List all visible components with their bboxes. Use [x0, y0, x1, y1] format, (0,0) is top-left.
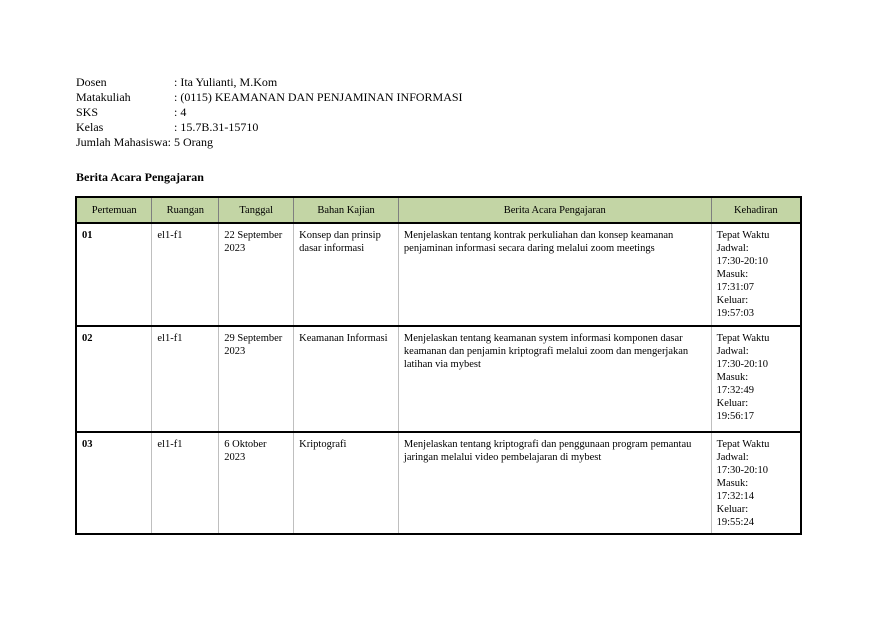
kehadiran-masuk-label: Masuk: [716, 269, 749, 280]
info-row-matakuliah [76, 90, 463, 105]
info-row-dosen [76, 75, 463, 90]
kehadiran-masuk: 17:31:07 [716, 282, 754, 293]
dosen-value: : Ita Yulianti, M.Kom [174, 75, 278, 89]
header-berita-acara: Berita Acara Pengajaran [398, 197, 711, 223]
header-kehadiran: Kehadiran [711, 197, 801, 223]
cell-tanggal: 6 Oktober 2023 [219, 432, 294, 534]
kehadiran-jadwal: 17:30-20:10 [716, 256, 768, 267]
matakuliah-value: : (0115) KEAMANAN DAN PENJAMINAN INFORMASI [174, 90, 463, 104]
section-title: Berita Acara Pengajaran [76, 170, 204, 184]
kehadiran-jadwal-label: Jadwal: [716, 346, 749, 357]
kehadiran-jadwal-label: Jadwal: [716, 452, 749, 463]
header-pertemuan: Pertemuan [76, 197, 152, 223]
teaching-report-table [75, 196, 802, 535]
cell-pertemuan: 03 [76, 432, 152, 534]
kehadiran-status: Tepat Waktu [716, 439, 770, 450]
kehadiran-jadwal-label: Jadwal: [716, 243, 749, 254]
cell-berita-acara: Menjelaskan tentang kontrak perkuliahan dan konsep keamanan penjaminan informasi secara daring melalui zoom meetings [398, 223, 711, 326]
course-info [76, 75, 463, 150]
dosen-label: Dosen [76, 75, 107, 89]
header-bahan-kajian: Bahan Kajian [294, 197, 399, 223]
table-row [76, 223, 801, 326]
info-row-kelas [76, 120, 463, 135]
info-row-sks [76, 105, 463, 120]
header-tanggal: Tanggal [219, 197, 294, 223]
kehadiran-keluar: 19:56:17 [716, 411, 754, 422]
kehadiran-status: Tepat Waktu [716, 333, 770, 344]
table-row [76, 326, 801, 432]
kehadiran-masuk-label: Masuk: [716, 478, 749, 489]
table-row [76, 432, 801, 534]
cell-pertemuan: 02 [76, 326, 152, 432]
kehadiran-status: Tepat Waktu [716, 230, 770, 241]
kehadiran-jadwal: 17:30-20:10 [716, 359, 768, 370]
cell-kehadiran [711, 326, 801, 432]
kehadiran-masuk: 17:32:49 [716, 385, 754, 396]
header-ruangan: Ruangan [152, 197, 219, 223]
cell-kehadiran [711, 223, 801, 326]
cell-berita-acara: Menjelaskan tentang keamanan system informasi komponen dasar keamanan dan penjamin kriptografi melalui zoom dan mengerjakan latihan via mybest [398, 326, 711, 432]
jumlah-value: : 5 Orang [167, 135, 213, 149]
kelas-value: : 15.7B.31-15710 [174, 120, 259, 134]
cell-ruangan: el1-f1 [152, 432, 219, 534]
kehadiran-keluar-label: Keluar: [716, 504, 749, 515]
jumlah-label: Jumlah Mahasiswa [76, 135, 168, 149]
kehadiran-keluar-label: Keluar: [716, 295, 749, 306]
sks-label: SKS [76, 105, 99, 119]
info-row-jumlah [76, 135, 463, 150]
kehadiran-masuk-label: Masuk: [716, 372, 749, 383]
cell-pertemuan: 01 [76, 223, 152, 326]
sks-value: : 4 [174, 105, 187, 119]
cell-bahan-kajian: Keamanan Informasi [294, 326, 399, 432]
cell-kehadiran [711, 432, 801, 534]
table-header-row [76, 197, 801, 223]
cell-berita-acara: Menjelaskan tentang kriptografi dan penggunaan program pemantau jaringan melalui video pembelajaran di mybest [398, 432, 711, 534]
kehadiran-keluar: 19:57:03 [716, 308, 754, 319]
kehadiran-masuk: 17:32:14 [716, 491, 754, 502]
cell-tanggal: 22 September 2023 [219, 223, 294, 326]
kelas-label: Kelas [76, 120, 104, 134]
cell-ruangan: el1-f1 [152, 326, 219, 432]
kehadiran-jadwal: 17:30-20:10 [716, 465, 768, 476]
cell-bahan-kajian: Kriptografi [294, 432, 399, 534]
kehadiran-keluar-label: Keluar: [716, 398, 749, 409]
kehadiran-keluar: 19:55:24 [716, 517, 754, 528]
cell-tanggal: 29 September 2023 [219, 326, 294, 432]
matakuliah-label: Matakuliah [76, 90, 131, 104]
cell-ruangan: el1-f1 [152, 223, 219, 326]
cell-bahan-kajian: Konsep dan prinsip dasar informasi [294, 223, 399, 326]
